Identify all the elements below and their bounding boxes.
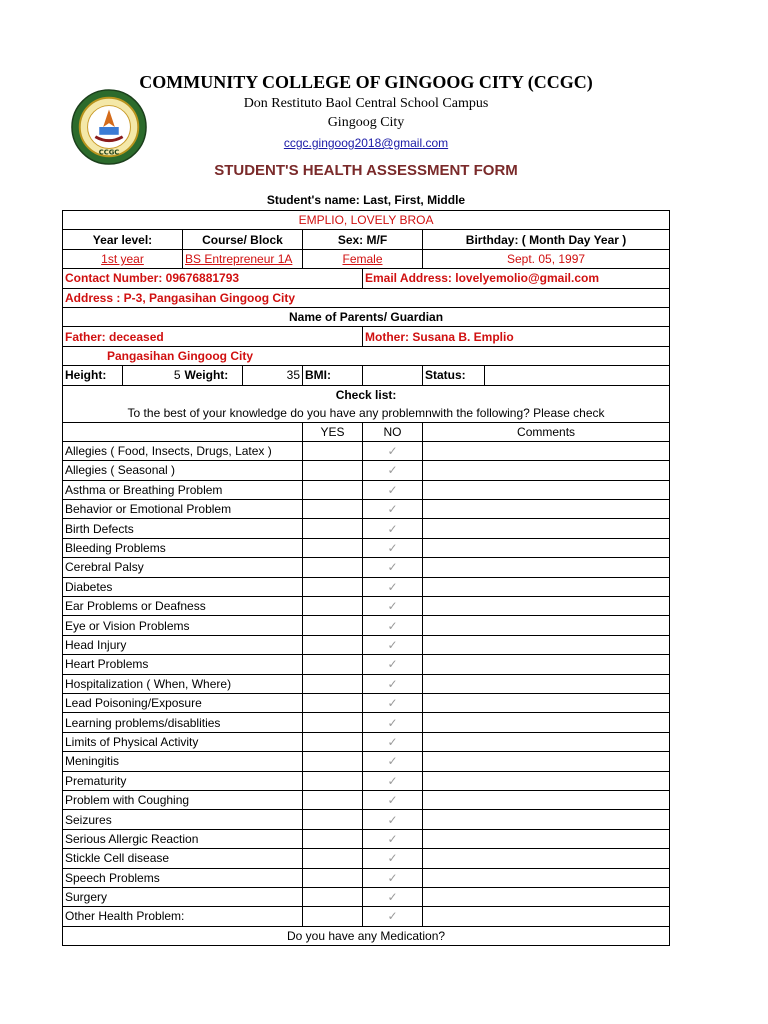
year-level-value[interactable]: 1st year	[63, 249, 183, 268]
city-name: Gingoog City	[327, 115, 405, 130]
condition-row	[63, 810, 670, 829]
yes-checkbox[interactable]	[303, 713, 363, 732]
check-icon: ✓	[387, 715, 398, 730]
no-checkbox[interactable]	[363, 441, 423, 460]
condition-label: Diabetes	[63, 577, 303, 596]
comment-field[interactable]	[423, 810, 670, 829]
sex-value[interactable]: Female	[303, 249, 423, 268]
condition-row	[63, 790, 670, 809]
condition-label: Seizures	[63, 810, 303, 829]
yes-checkbox[interactable]	[303, 655, 363, 674]
check-icon: ✓	[387, 579, 398, 594]
height-value[interactable]: 5	[123, 366, 183, 385]
condition-label: Birth Defects	[63, 519, 303, 538]
no-checkbox[interactable]	[363, 519, 423, 538]
yes-checkbox[interactable]	[303, 461, 363, 480]
no-checkbox[interactable]	[363, 558, 423, 577]
no-checkbox[interactable]	[363, 868, 423, 887]
yes-checkbox[interactable]	[303, 771, 363, 790]
comment-field[interactable]	[423, 577, 670, 596]
parents-header-row	[63, 307, 670, 326]
condition-list	[63, 441, 670, 926]
check-icon: ✓	[387, 754, 398, 769]
no-checkbox[interactable]	[363, 674, 423, 693]
condition-row	[63, 655, 670, 674]
medication-question: Do you have any Medication?	[63, 926, 670, 945]
comment-field[interactable]	[423, 558, 670, 577]
condition-label: Surgery	[63, 887, 303, 906]
comment-field[interactable]	[423, 674, 670, 693]
comment-field[interactable]	[423, 538, 670, 557]
email-address-value[interactable]: Email Address: lovelyemolio@gmail.com	[363, 269, 670, 288]
condition-row	[63, 558, 670, 577]
yes-checkbox[interactable]	[303, 441, 363, 460]
yes-checkbox[interactable]	[303, 500, 363, 519]
no-checkbox[interactable]	[363, 713, 423, 732]
comment-field[interactable]	[423, 887, 670, 906]
comment-field[interactable]	[423, 461, 670, 480]
no-checkbox[interactable]	[363, 480, 423, 499]
comment-field[interactable]	[423, 480, 670, 499]
no-checkbox[interactable]	[363, 461, 423, 480]
course-block-label: Course/ Block	[183, 230, 303, 249]
yes-checkbox[interactable]	[303, 907, 363, 926]
no-checkbox[interactable]	[363, 752, 423, 771]
yes-checkbox[interactable]	[303, 810, 363, 829]
condition-label: Limits of Physical Activity	[63, 732, 303, 751]
condition-row	[63, 480, 670, 499]
comment-field[interactable]	[423, 713, 670, 732]
comment-field[interactable]	[423, 635, 670, 654]
check-icon: ✓	[387, 773, 398, 788]
condition-row	[63, 907, 670, 926]
yes-checkbox[interactable]	[303, 597, 363, 616]
no-checkbox[interactable]	[363, 810, 423, 829]
comment-field[interactable]	[423, 752, 670, 771]
condition-label: Head Injury	[63, 635, 303, 654]
check-icon: ✓	[387, 734, 398, 749]
measurements-row	[63, 366, 670, 385]
parents-address-value[interactable]: Pangasihan Gingoog City	[63, 346, 670, 365]
condition-label: Ear Problems or Deafness	[63, 597, 303, 616]
check-icon: ✓	[387, 463, 398, 478]
contact-row	[63, 269, 670, 288]
bmi-label: BMI:	[303, 366, 363, 385]
condition-label: Eye or Vision Problems	[63, 616, 303, 635]
no-checkbox[interactable]	[363, 907, 423, 926]
checklist-header-row	[63, 385, 670, 422]
condition-row	[63, 616, 670, 635]
condition-label: Serious Allergic Reaction	[63, 829, 303, 848]
condition-row	[63, 500, 670, 519]
no-checkbox[interactable]	[363, 597, 423, 616]
check-icon: ✓	[387, 870, 398, 885]
no-column-header: NO	[363, 422, 423, 441]
yes-checkbox[interactable]	[303, 693, 363, 712]
yes-checkbox[interactable]	[303, 480, 363, 499]
check-icon: ✓	[387, 541, 398, 556]
bmi-value[interactable]	[363, 366, 423, 385]
check-icon: ✓	[387, 812, 398, 827]
yes-checkbox[interactable]	[303, 577, 363, 596]
condition-label: Behavior or Emotional Problem	[63, 500, 303, 519]
condition-row	[63, 461, 670, 480]
comment-field[interactable]	[423, 732, 670, 751]
mother-value[interactable]: Mother: Susana B. Emplio	[363, 327, 670, 346]
check-icon: ✓	[387, 831, 398, 846]
health-assessment-table	[62, 210, 670, 946]
check-icon: ✓	[387, 909, 398, 924]
no-checkbox[interactable]	[363, 693, 423, 712]
condition-row	[63, 441, 670, 460]
student-name-row	[63, 211, 670, 230]
condition-label: Speech Problems	[63, 868, 303, 887]
info-value-row	[63, 249, 670, 268]
condition-label: Bleeding Problems	[63, 538, 303, 557]
comment-field[interactable]	[423, 868, 670, 887]
checklist-header	[63, 385, 670, 422]
parents-row	[63, 327, 670, 346]
condition-row	[63, 849, 670, 868]
comment-field[interactable]	[423, 441, 670, 460]
no-checkbox[interactable]	[363, 635, 423, 654]
address-value[interactable]: Address : P-3, Pangasihan Gingoog City	[63, 288, 670, 307]
logo-text: CCGC	[98, 148, 120, 157]
yes-checkbox[interactable]	[303, 674, 363, 693]
check-icon: ✓	[387, 521, 398, 536]
yes-checkbox[interactable]	[303, 558, 363, 577]
status-value[interactable]	[485, 366, 670, 385]
yes-checkbox[interactable]	[303, 887, 363, 906]
comment-field[interactable]	[423, 597, 670, 616]
course-block-value[interactable]: BS Entrepreneur 1A	[183, 249, 303, 268]
condition-label: Allegies ( Seasonal )	[63, 461, 303, 480]
check-icon: ✓	[387, 638, 398, 652]
medication-row	[63, 926, 670, 945]
condition-label: Learning problems/disablities	[63, 713, 303, 732]
yes-checkbox[interactable]	[303, 849, 363, 868]
student-name-value[interactable]: EMPLIO, LOVELY BROA	[63, 211, 670, 230]
check-icon: ✓	[387, 676, 398, 691]
no-checkbox[interactable]	[363, 538, 423, 557]
condition-row	[63, 732, 670, 751]
student-name-label: Student's name: Last, First, Middle	[266, 193, 466, 207]
no-checkbox[interactable]	[363, 655, 423, 674]
comment-field[interactable]	[423, 907, 670, 926]
condition-label: Prematurity	[63, 771, 303, 790]
campus-name: Don Restituto Baol Central School Campus	[243, 96, 489, 111]
check-icon: ✓	[387, 502, 398, 517]
no-checkbox[interactable]	[363, 849, 423, 868]
no-checkbox[interactable]	[363, 887, 423, 906]
checklist-question: To the best of your knowledge do you have any problemnwith the following? Please check	[127, 405, 605, 420]
condition-label: Heart Problems	[63, 655, 303, 674]
weight-value[interactable]: 35	[243, 366, 303, 385]
comment-field[interactable]	[423, 655, 670, 674]
parents-address-row	[63, 346, 670, 365]
condition-row	[63, 771, 670, 790]
check-icon: ✓	[387, 890, 398, 905]
college-name: COMMUNITY COLLEGE OF GINGOOG CITY (CCGC)	[139, 72, 593, 92]
address-row	[63, 288, 670, 307]
no-checkbox[interactable]	[363, 829, 423, 848]
birthday-label: Birthday: ( Month Day Year )	[423, 230, 670, 249]
parents-label: Name of Parents/ Guardian	[63, 307, 670, 326]
condition-row	[63, 519, 670, 538]
condition-column-header	[63, 422, 303, 441]
yes-checkbox[interactable]	[303, 732, 363, 751]
check-icon: ✓	[387, 599, 398, 614]
comment-field[interactable]	[423, 519, 670, 538]
yes-checkbox[interactable]	[303, 790, 363, 809]
check-icon: ✓	[387, 851, 398, 866]
height-label: Height:	[63, 366, 123, 385]
condition-row	[63, 538, 670, 557]
condition-label: Lead Poisoning/Exposure	[63, 693, 303, 712]
college-email-link[interactable]: ccgc.gingoog2018@gmail.com	[283, 136, 449, 150]
condition-row	[63, 674, 670, 693]
yes-column-header: YES	[303, 422, 363, 441]
condition-row	[63, 713, 670, 732]
condition-row	[63, 887, 670, 906]
condition-label: Asthma or Breathing Problem	[63, 480, 303, 499]
condition-label: Other Health Problem:	[63, 907, 303, 926]
condition-row	[63, 635, 670, 654]
check-icon: ✓	[387, 560, 398, 575]
check-icon: ✓	[387, 696, 398, 711]
check-icon: ✓	[387, 444, 398, 459]
info-header-row	[63, 230, 670, 249]
comment-field[interactable]	[423, 693, 670, 712]
comment-field[interactable]	[423, 771, 670, 790]
sex-label: Sex: M/F	[303, 230, 423, 249]
condition-row	[63, 577, 670, 596]
form-title: STUDENT'S HEALTH ASSESSMENT FORM	[214, 162, 518, 179]
check-icon: ✓	[387, 482, 398, 497]
weight-label: Weight:	[183, 366, 243, 385]
condition-label: Hospitalization ( When, Where)	[63, 674, 303, 693]
yes-checkbox[interactable]	[303, 868, 363, 887]
yes-checkbox[interactable]	[303, 635, 363, 654]
no-checkbox[interactable]	[363, 577, 423, 596]
yes-checkbox[interactable]	[303, 829, 363, 848]
check-icon: ✓	[387, 618, 398, 633]
condition-row	[63, 597, 670, 616]
comment-field[interactable]	[423, 849, 670, 868]
comments-column-header: Comments	[423, 422, 670, 441]
check-icon: ✓	[387, 793, 398, 808]
condition-row	[63, 693, 670, 712]
checklist-columns-row	[63, 422, 670, 441]
comment-field[interactable]	[423, 500, 670, 519]
year-level-label: Year level:	[63, 230, 183, 249]
condition-row	[63, 829, 670, 848]
check-icon: ✓	[387, 657, 398, 672]
condition-label: Problem with Coughing	[63, 790, 303, 809]
condition-label: Meningitis	[63, 752, 303, 771]
contact-number-value[interactable]: Contact Number: 09676881793	[63, 269, 363, 288]
yes-checkbox[interactable]	[303, 538, 363, 557]
status-label: Status:	[423, 366, 485, 385]
yes-checkbox[interactable]	[303, 519, 363, 538]
comment-field[interactable]	[423, 616, 670, 635]
no-checkbox[interactable]	[363, 771, 423, 790]
condition-label: Cerebral Palsy	[63, 558, 303, 577]
birthday-value[interactable]: Sept. 05, 1997	[423, 249, 670, 268]
yes-checkbox[interactable]	[303, 616, 363, 635]
father-value[interactable]: Father: deceased	[63, 327, 363, 346]
comment-field[interactable]	[423, 829, 670, 848]
yes-checkbox[interactable]	[303, 752, 363, 771]
no-checkbox[interactable]	[363, 790, 423, 809]
condition-label: Allegies ( Food, Insects, Drugs, Latex )	[63, 441, 303, 460]
no-checkbox[interactable]	[363, 616, 423, 635]
form-header	[0, 0, 768, 157]
checklist-label: Check list:	[335, 387, 397, 402]
comment-field[interactable]	[423, 790, 670, 809]
no-checkbox[interactable]	[363, 500, 423, 519]
condition-row	[63, 752, 670, 771]
no-checkbox[interactable]	[363, 732, 423, 751]
condition-label: Stickle Cell disease	[63, 849, 303, 868]
condition-row	[63, 868, 670, 887]
